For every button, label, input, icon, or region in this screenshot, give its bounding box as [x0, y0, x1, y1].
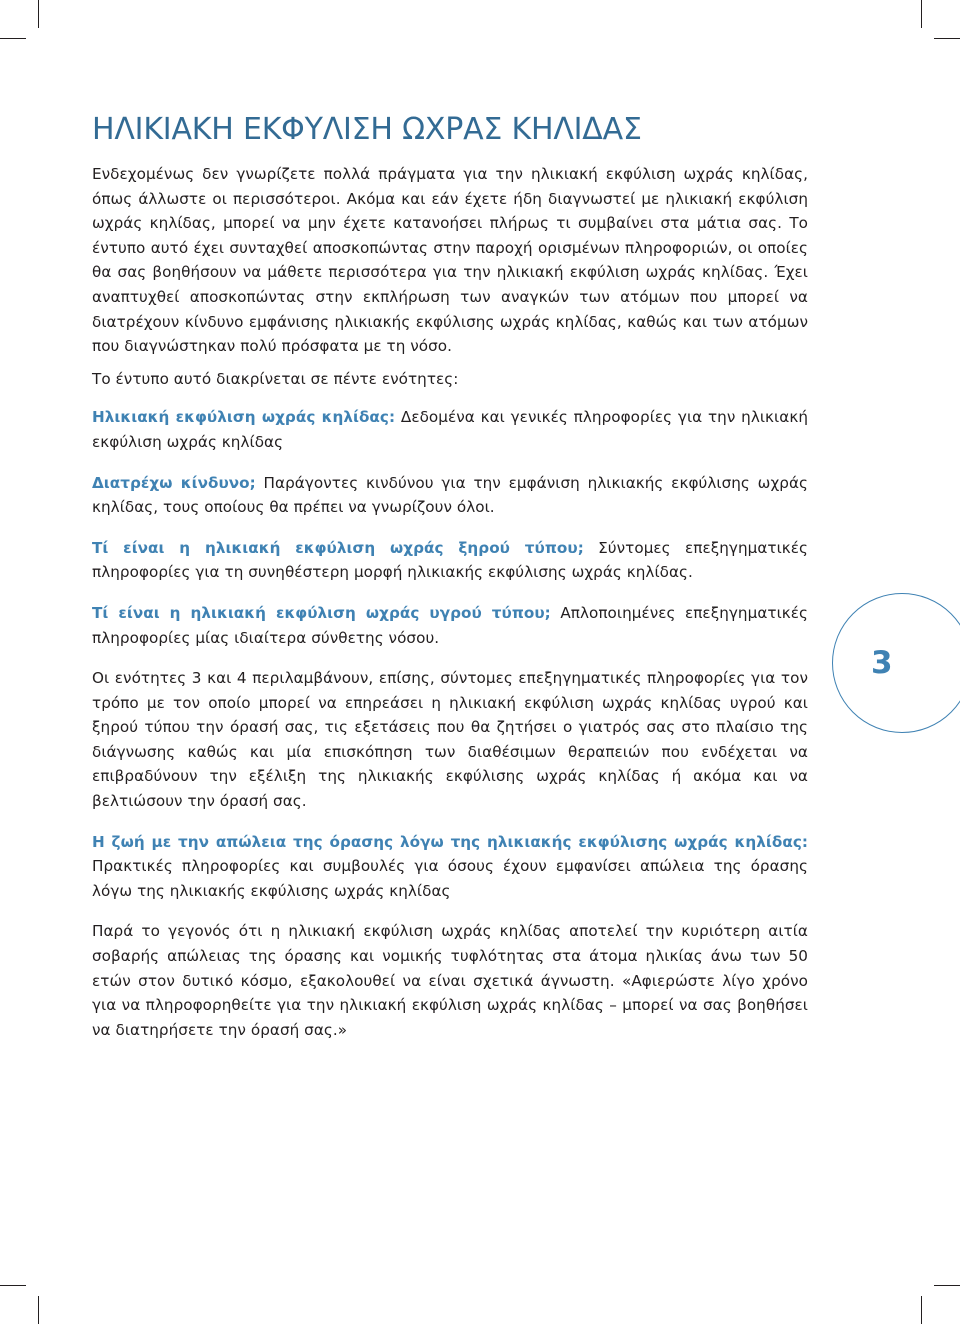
- section-3: [92, 536, 808, 585]
- section-5: [92, 830, 808, 904]
- page-number: 3: [871, 645, 893, 681]
- section-5-lead: Η ζωή με την απώλεια της όρασης λόγω της ηλικιακής εκφύλισης ωχράς κηλίδας:: [92, 832, 808, 851]
- section-1-text: Δεδομένα και γενικές πληροφορίες για την ηλικιακή εκφύλιση ωχράς κηλίδας: [92, 408, 808, 451]
- closing-paragraph: Παρά το γεγονός ότι η ηλικιακή εκφύλιση ωχράς κηλίδας αποτελεί την κυριότερη αιτία σοβαρής απώλειας της όρασης και νομικής τυφλότητας στα άτομα ηλικίας άνω των 50 ετών στον δυτικό κόσμο, εξακολουθεί να είναι σχετικά άγνωστη. «Αφιερώστε λίγο χρόνο για να πληροφορηθείτε για την ηλικιακή εκφύλιση ωχράς κηλίδας – μπορεί να σας βοηθήσει να διατηρήσετε την όρασή σας.»: [92, 922, 808, 1039]
- section-4-lead: Τί είναι η ηλικιακή εκφύλιση ωχράς υγρού τύπου;: [92, 603, 551, 622]
- crop-mark-bottom-left-h: [0, 1285, 26, 1286]
- crop-mark-top-left: [38, 0, 39, 28]
- section-4: [92, 601, 808, 650]
- sections-intro: Το έντυπο αυτό διακρίνεται σε πέντε ενότητες:: [92, 369, 459, 388]
- crop-mark-bottom-right: [921, 1296, 922, 1324]
- intro-paragraph: Ενδεχομένως δεν γνωρίζετε πολλά πράγματα για την ηλικιακή εκφύλιση ωχράς κηλίδας, όπως άλλωστε οι περισσότεροι. Ακόμα και εάν έχετε ήδη διαγνωστεί με ηλικιακή εκφύλιση ωχράς κηλίδας, μπορεί να μην έχετε κατανοήσει πλήρως τι συμβαίνει στα μάτια σας. Το έντυπο αυτό έχει συνταχθεί αποσκοπώντας στην παροχή ορισμένων πληροφοριών, οι οποίες θα σας βοηθήσουν να μάθετε περισσότερα για την ηλικιακή εκφύλιση ωχράς κηλίδας. Έχει αναπτυχθεί αποσκοπώντας στην εκπλήρωση των αναγκών των ατόμων που μπορεί να διατρέχουν κίνδυνο εμφάνισης ηλικιακής εκφύλισης ωχράς κηλίδας, καθώς και των ατόμων που διαγνώστηκαν πολύ πρόσφατα με τη νόσο.: [92, 165, 808, 356]
- sections-note: Οι ενότητες 3 και 4 περιλαμβάνουν, επίσης, σύντομες επεξηγηματικές πληροφορίες για τον τρόπο με τον οποίο μπορεί να επηρεάσει η ηλικιακή εκφύλιση ωχράς κηλίδας υγρού και ξηρού τύπου την όρασή σας, τις εξετάσεις που θα ζητήσει ο γιατρός σας στο πλαίσιο της διάγνωσης καθώς και μία επισκόπηση των διαθέσιμων θεραπειών που ενδέχεται να επιβραδύνουν την εξέλιξη της ηλικιακής εκφύλισης ωχράς κηλίδας ή ακόμα και να βελτιώσουν την όρασή σας.: [92, 669, 808, 811]
- crop-mark-top-right: [921, 0, 922, 28]
- section-3-lead: Τί είναι η ηλικιακή εκφύλιση ωχράς ξηρού τύπου;: [92, 538, 584, 557]
- section-1-lead: Ηλικιακή εκφύλιση ωχράς κηλίδας:: [92, 408, 396, 427]
- page-content: [92, 112, 808, 1042]
- section-4-text: Απλοποιημένες επεξηγηματικές πληροφορίες μίας ιδιαίτερα σύνθετης νόσου.: [92, 603, 808, 647]
- page-title: ΗΛΙΚΙΑΚΗ ΕΚΦΥΛΙΣΗ ΩΧΡΑΣ ΚΗΛΙΔΑΣ: [92, 112, 642, 147]
- page-number-badge: [832, 593, 960, 733]
- crop-mark-top-left-h: [0, 38, 26, 39]
- section-3-text: Σύντομες επεξηγηματικές πληροφορίες για τη συνηθέστερη μορφή ηλικιακής εκφύλισης ωχράς κηλίδας.: [92, 538, 808, 582]
- section-2: [92, 471, 808, 520]
- section-1: [92, 405, 808, 454]
- section-2-text: Παράγοντες κινδύνου για την εμφάνιση ηλικιακής εκφύλισης ωχράς κηλίδας, τους οποίους θα πρέπει να γνωρίζουν όλοι.: [92, 473, 808, 517]
- crop-mark-bottom-right-h: [934, 1285, 960, 1286]
- crop-mark-top-right-h: [934, 38, 960, 39]
- crop-mark-bottom-left: [38, 1296, 39, 1324]
- section-2-lead: Διατρέχω κίνδυνο;: [92, 473, 256, 492]
- section-5-text: Πρακτικές πληροφορίες και συμβουλές για όσους έχουν εμφανίσει απώλεια της όρασης λόγω της ηλικιακής εκφύλισης ωχράς κηλίδας: [92, 857, 808, 900]
